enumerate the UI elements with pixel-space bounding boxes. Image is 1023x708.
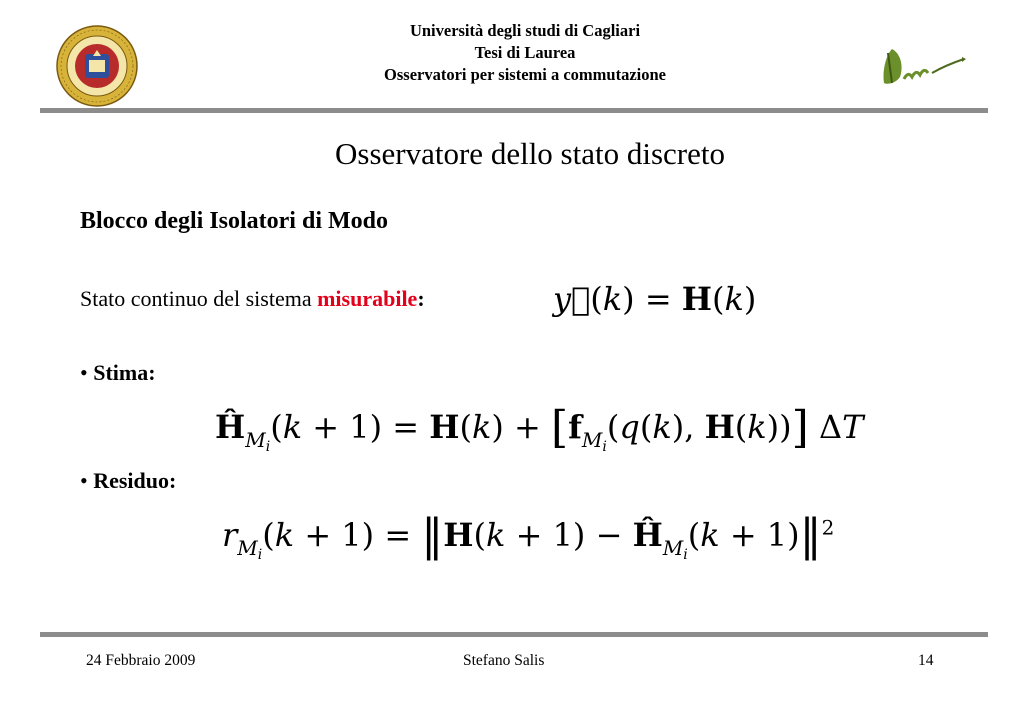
- measurable-prefix: Stato continuo del sistema: [80, 286, 318, 311]
- header-title-block: [300, 20, 750, 86]
- header-rule: [40, 108, 988, 113]
- diee-logo-icon: [878, 43, 970, 88]
- residual-label: Residuo:: [93, 468, 177, 493]
- footer-author: Stefano Salis: [463, 652, 545, 669]
- output-equation: y⃗(k) = H(k): [553, 280, 757, 318]
- thesis-label: Tesi di Laurea: [474, 43, 576, 62]
- slide-title: Osservatore dello stato discreto: [335, 136, 725, 171]
- residual-bullet: [80, 468, 176, 494]
- section-heading: Blocco degli Isolatori di Modo: [80, 208, 388, 234]
- bullet-glyph: •: [80, 360, 88, 385]
- measurable-line: [80, 286, 425, 312]
- university-seal-icon: [55, 24, 139, 108]
- bullet-glyph: •: [80, 468, 88, 493]
- measurable-keyword: misurabile: [317, 286, 418, 311]
- thesis-title: Osservatori per sistemi a commutazione: [384, 65, 666, 84]
- footer-rule: [40, 632, 988, 637]
- footer-date: 24 Febbraio 2009: [86, 652, 196, 669]
- estimate-bullet: [80, 360, 156, 386]
- university-name: Università degli studi di Cagliari: [409, 21, 641, 40]
- footer-page-number: 14: [918, 652, 934, 669]
- estimate-equation: $Ĥ_{M_i}(k + 1) = H(k) + [f_{M_i}(q(k)$, H(k))] ΔT: [215, 402, 864, 456]
- estimate-label: Stima:: [93, 360, 156, 385]
- measurable-colon: :: [417, 286, 425, 311]
- residual-equation: $r_{M_i}(k + 1)$ = ‖H(k + $1) - Ĥ_{M_i}(k$ + 1)‖$^2$: [222, 510, 835, 564]
